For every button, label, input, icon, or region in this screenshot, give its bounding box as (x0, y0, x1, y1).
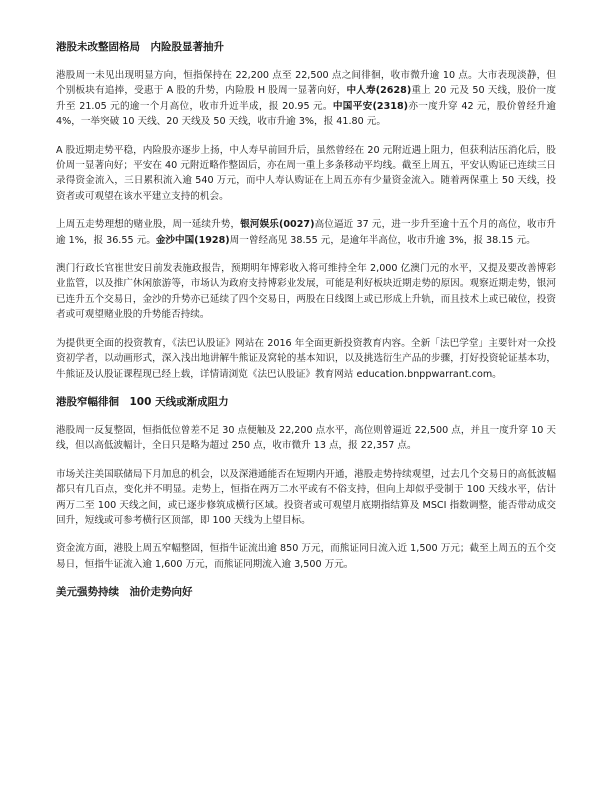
paragraph: 港股周一未见出现明显方向，恒指保持在 22,200 点至 22,500 点之间徘徊，收市微升逾 10 点。大市表现淡静，但个别板块有追捧，受惠于 A 股的升势，内险股 H 股周一显著向好，中人寿(2628)重上 20 元及 50 天线，股价一度升至 21.05 元的逾一个月高位，收市升近半成，报 20.95 元。中国平安(2318)亦一度升穿 42 元，股价曾经升逾 4%，一举突破 10 天线、20 天线及 50 天线，收市升逾 3%，报 41.80 元。 (56, 70, 556, 128)
section-heading: 港股未改整固格局 内险股显著抽升 (56, 41, 224, 53)
stock-name: 银河娱乐(0027) (240, 219, 315, 231)
paragraph: 港股周一反复整固，恒指低位曾差不足 30 点便触及 22,200 点水平，高位则曾逼近 22,500 点，并且一度升穿 10 天线，但以高低波幅计，全日只是略为超过 250 点，收市微升 13 点，报 22,357 点。 (56, 424, 556, 452)
section-3 (56, 585, 556, 599)
stock-name: 金沙中国(1928) (155, 234, 230, 246)
section-1 (56, 40, 556, 382)
paragraph: 澳门行政长官崔世安日前发表施政报告，预期明年博彩收入将可维持全年 2,000 亿澳门元的水平，又提及要改善博彩业监管，以及推广休闲旅游等，市场认为政府支持博彩业发展，可能是利好板块近期走势的原因。观察近期走势，银河已连升五个交易日，金沙的升势亦已延续了四个交易日，两股在日线图上或已形成上升轨，而且技术上或已破位，投资者或可观望赌业股的升势能否持续。 (56, 263, 556, 321)
paragraph: 上周五走势理想的赌业股，周一延续升势，银河娱乐(0027)高位逼近 37 元，进一步升至逾十五个月的高位，收市升逾 1%，报 36.55 元。金沙中国(1928)周一曾经高见 38.55 元，是逾年半高位，收市升逾 3%，报 38.15 元。 (56, 219, 556, 246)
section-heading: 美元强势持续 油价走势向好 (56, 586, 193, 599)
section-2 (56, 395, 556, 572)
stock-name: 中国平安(2318) (332, 100, 409, 112)
section-heading: 港股窄幅徘徊 100 天线或渐成阻力 (56, 395, 229, 408)
stock-name: 中人寿(2628) (346, 85, 412, 97)
paragraph: 为提供更全面的投资教育，《法巴认股证》网站在 2016 年全面更新投资教育内容。全新「法巴学堂」主要针对一众投资初学者，以动画形式，深入浅出地讲解牛熊证及窝轮的基本知识，以及挑选衍生产品的步骤，打好投资轮证基本功，牛熊证及认股证课程现已经上载，详情请浏览《法巴认股证》教育网站 education.bnppwarrant.com。 (56, 337, 556, 380)
paragraph: 资金流方面，港股上周五窄幅整固，恒指牛证流出逾 850 万元，而熊证同日流入近 1,500 万元；截至上周五的五个交易日，恒指牛证流入逾 1,600 万元，而熊证同期流入逾 3,500 万元。 (56, 543, 556, 570)
paragraph: A 股近期走势平稳，内险股亦逐步上扬，中人寿早前回升后，虽然曾经在 20 元附近遇上阻力，但获利沽压消化后，股价周一显著向好；平安在 40 元附近略作整固后，亦在周一重上多条移动平均线。截至上周五，平安认购证已连续三日录得资金流入，三日累积流入逾 540 万元，而中人寿认购证在上周五亦有少量资金流入。随着两保重上 50 天线，投资者或可观望在该水平建立支持的机会。 (56, 144, 556, 202)
paragraph: 市场关注美国联储局下月加息的机会，以及深港通能否在短期内开通，港股走势持续观望，过去几个交易日的高低波幅都只有几百点，变化并不明显。走势上，恒指在两万二水平或有不俗支持，但向上却似乎受制于 100 天线水平，估计两万二至 100 天线之间，或已逐步修筑成横行区域。投资者或可观望月底期指结算及 MSCI 指数调整，能否带动成交回升，短线或可参考横行区顶部，即 100 天线为上望目标。 (56, 468, 556, 526)
